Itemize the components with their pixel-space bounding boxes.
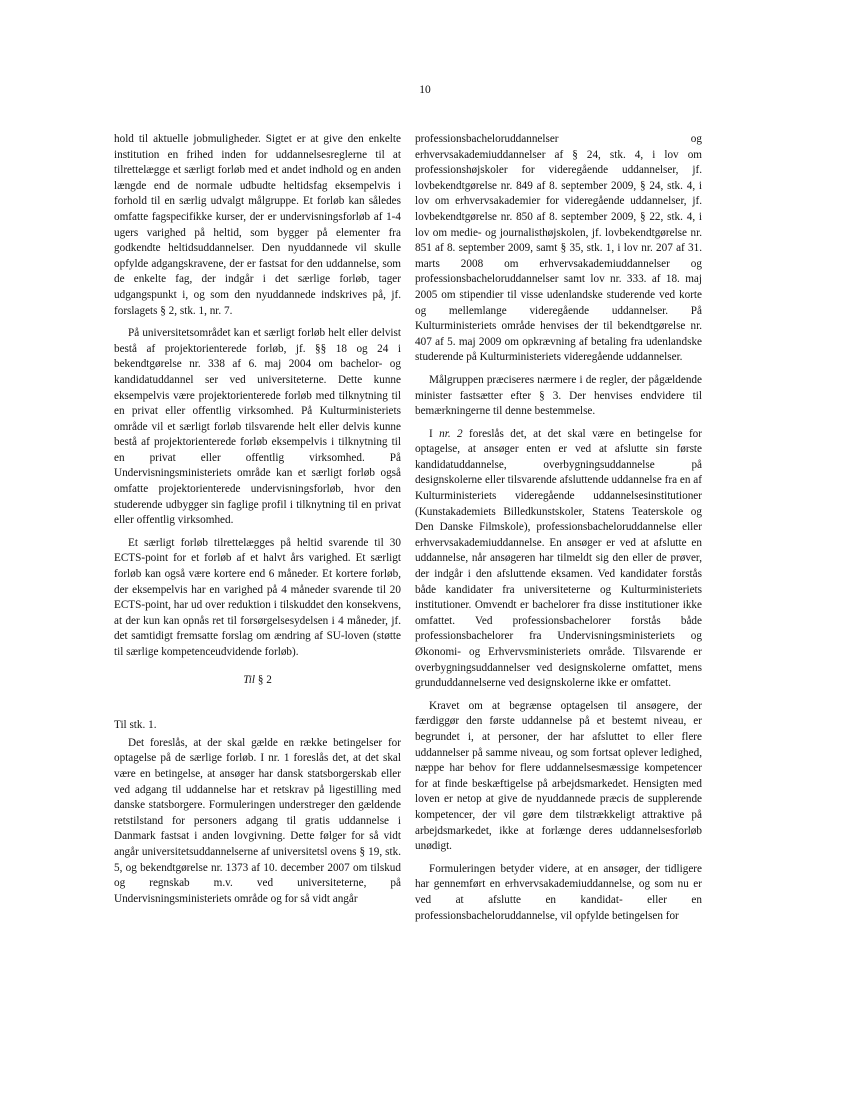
paragraph-emphasis: nr. 2 — [439, 427, 463, 440]
section-heading — [114, 673, 401, 689]
paragraph: Det foreslås, at der skal gælde en række betingelser for optagelse på de særlige forløb. I nr. 1 foreslås det, at det skal være en betingelse, at ansøger har dansk statsborgerskab eller ved adgang til uddannelse har et retskrav på ligestilling med danske statsborgere. Formuleringen understreger den gældende retstilstand for personers adgang til gratis uddannelse i Danmark fastsat i anden lovgivning. Dette følger for så vidt angår universitetsuddannelserne af universitetsl ovens § 19, stk. 5, og bekendtgørelse nr. 1373 af 10. december 2007 om tilskud og regnskab m.v. ved universiteterne, på Undervisningsministeriets område og for så vidt angår — [114, 736, 401, 905]
paragraph: professionsbacheloruddannelser og erhvervsakademiuddannelser af § 24, stk. 4, i lov om professionshøjskoler for videregående uddannelser, jf. lovbekendtgørelse nr. 849 af 8. september 2009, § 24, stk. 4, i lov om erhvervsakademier for videregående uddannelser, jf. lovbekendtgørelse nr. 850 af 8. september 2009, § 22, stk. 4, i lov om medie- og journalisthøjskolen, jf. lovbekendtgørelse nr. 851 af 8. september 2009, samt § 35, stk. 1, i lov nr. 207 af 31. marts 2008 om erhvervsakademiuddannelser og professionsbacheloruddannelser samt lov nr. 333. af 18. maj 2005 om stipendier til visse udenlandske studerende ved korte og mellemlange videregående uddannelser. På Kulturministeriets område henvises der til bekendtgørelse nr. 407 af 5. maj 2009 om opkrævning af betaling fra udenlandske studerende på Kulturministeriets videregående uddannelser. — [415, 133, 702, 364]
paragraph: Kravet om at begrænse optagelsen til ansøgere, der færdiggør den første uddannelse på et bestemt niveau, er begrundet i, at personer, der har afsluttet to eller flere uddannelser på samme niveau, og som fortsat oplever ledighed, næppe har behov for flere uddannelsesmæssige kompetencer for at finde beskæftigelse på arbejdsmarkedet. Hensigten med loven er netop at give de nyuddannede præcis de supplerende kompetencer, der vil gøre dem tilstrækkeligt attraktive på arbejdsmarkedet, ikke at forlænge deres uddannelsesforløb unødigt. — [415, 699, 702, 853]
left-column — [114, 132, 401, 914]
paragraph: Målgruppen præciseres nærmere i de regler, der pågældende minister fastsætter efter § 3. Der henvises endvidere til bemærkningerne til denne bestemmelse. — [415, 373, 702, 418]
paragraph: hold til aktuelle jobmuligheder. Sigtet er at give den enkelte institution en frihed inden for uddannelsesreglerne til at tilrettelægge et særligt forløb med et andet indhold og en anden længde end de normale udbudte heltidsfag eksempelvis i forhold til en særlig udvalgt målgruppe. Et forløb kan således omfatte fagspecifikke kurser, der er undervisningsforløb af 1-4 ugers varighed på heltid, som bygger på elementer fra godkendte heltidsuddannelser. Den nyuddannede vil skulle opfylde adgangskravene, der er fastsat for den uddannelse, som de enkelte fag, der indgår i det særlige forløb, tager udgangspunkt i, og som den nyuddannede indskrives på, jf. forslagets § 2, stk. 1, nr. 7. — [114, 133, 401, 317]
paragraph — [415, 427, 702, 692]
paragraph: Formuleringen betyder videre, at en ansøger, der tidligere har gennemført en erhvervsakademiuddannelse, og som nu er ved at afslutte en kandidat- eller en professionsbacheloruddannelse, vil opfylde betingelsen for — [415, 862, 702, 922]
paragraph: På universitetsområdet kan et særligt forløb helt eller delvist bestå af projektorienterede forløb, jf. §§ 18 og 24 i bekendtgørelse nr. 338 af 6. maj 2004 om bachelor- og kandidatuddannel ser ved universiteterne. Dette kunne eksempelvis være projektorienterede forløb med tilknytning til en privat eller offentlig virksomhed. På Kulturministeriets område vil et særligt forløb tilsvarende helt eller delvis kunne bestå af projektorienterede forløb eksempelvis i tilknytning til en privat eller offentlig virksomhed. På Undervisningsministeriets område kan et særligt forløb også omfatte projektorienterede undervisningsforløb, hvor den studerende udbygger sin faglige profil i tilknytning til en privat eller offentlig virksomhed. — [114, 327, 401, 527]
paragraph: Et særligt forløb tilrettelægges på heltid svarende til 30 ECTS-point for et forløb af et halvt års varighed. Et særligt forløb kan også være kortere end 6 måneder. Et kortere forløb, der eksempelvis har en varighed på 4 måneder svarende til 20 ECTS-point, har ud over reduktion i tilskuddet den konsekvens, at der kun kan opnås ret til forsørgelsesydelsen i 4 måneder, jf. det samtidigt fremsatte forslag om ændring af SU-loven (støtte til særlige kompetenceudvidende forløb). — [114, 536, 401, 658]
right-column — [415, 132, 702, 931]
paragraph-lead: I — [429, 427, 440, 440]
page-number: 10 — [419, 84, 431, 96]
section-heading-prefix: Til — [243, 673, 258, 686]
section-heading-sect: § 2 — [257, 673, 272, 686]
paragraph-rest: foreslås det, at det skal være en betingelse for optagelse, at ansøger enten er ved at afslutte sin første kandidatuddannelse, overbygningsuddannelse på designskolerne eller tilsvarende afsluttende uddannelse fra en af Kulturministeriets videregående uddannelsesinstitutioner (Kunstakademiets Billedkunstskoler, Statens Teaterskole og Den Danske Filmskole), professionsbacheloruddannelse eller erhvervsakademiuddannelse. En ansøger er ved at afslutte en uddannelse, når ansøgeren har tilmeldt sig den eller de prøver, der indgår i den afsluttende eksamen. Ved kandidater forstås både kandidater fra universiteterne og Kulturministeriets institutioner. Omvendt er bachelorer fra disse institutioner ikke omfattet. Ved professionsbachelorer forstås både professionsbachelorer fra Undervisningsministeriets og Økonomi- og Erhvervsministeriets område. Tilsvarende er overbygningsuddannelser ved designskolerne omfattet, mens grunduddannelserne ved designskolerne ikke er omfattet. — [415, 427, 702, 690]
subsection-label: Til stk. 1. — [114, 719, 157, 732]
